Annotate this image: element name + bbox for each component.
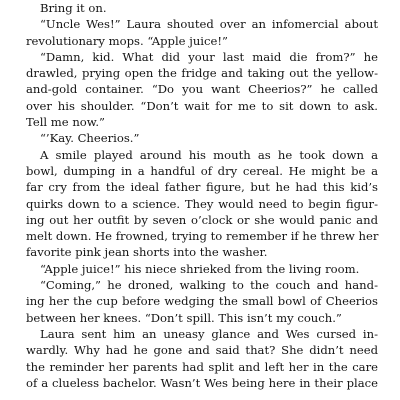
text-line: ing out her outfit by seven o’clock or she would panic and — [26, 212, 378, 227]
text-line: “Apple juice!” his niece shrieked from the living room. — [40, 261, 360, 276]
text-line: between her knees. “Don’t spill. This isn’t my couch.” — [26, 310, 342, 325]
text-line: the reminder her parents had split and left her in the care — [26, 359, 378, 374]
text-line: bowl, dumping in a handful of dry cereal. He might be a — [26, 163, 378, 178]
text-line: revolutionary mops. “Apple juice!” — [26, 33, 228, 48]
text-line: “Uncle Wes!” Laura shouted over an infomercial about — [40, 17, 378, 32]
book-page — [26, 0, 378, 391]
text-line: melt down. He frowned, trying to remember if he threw her — [26, 229, 379, 244]
text-line: far cry from the ideal father figure, but he had this kid’s — [26, 180, 378, 195]
text-line: over his shoulder. “Don’t wait for me to sit down to ask. — [26, 98, 378, 113]
text-line: “Damn, kid. What did your last maid die from?” he — [40, 49, 378, 64]
text-line: quirks down to a science. They would need to begin figur- — [26, 196, 378, 211]
text-line: Laura sent him an uneasy glance and Wes cursed in- — [40, 326, 378, 341]
text-line: Bring it on. — [40, 1, 107, 15]
text-line: wardly. Why had he gone and said that? She didn’t need — [26, 343, 378, 358]
text-line: “’Kay. Cheerios.” — [40, 131, 140, 146]
text-line: “Coming,” he droned, walking to the couch and hand- — [40, 278, 378, 293]
text-line: favorite pink jean shorts into the washer. — [26, 245, 268, 260]
text-line: ing her the cup before wedging the small bowl of Cheerios — [26, 294, 378, 309]
text-line: and-gold container. “Do you want Cheerios?” he called — [26, 82, 378, 97]
text-line: A smile played around his mouth as he took down a — [40, 147, 378, 162]
text-line: drawled, prying open the fridge and taking out the yellow- — [26, 66, 378, 81]
text-line: Tell me now.” — [26, 115, 105, 130]
text-line: of a clueless bachelor. Wasn’t Wes being here in their place — [26, 375, 378, 390]
